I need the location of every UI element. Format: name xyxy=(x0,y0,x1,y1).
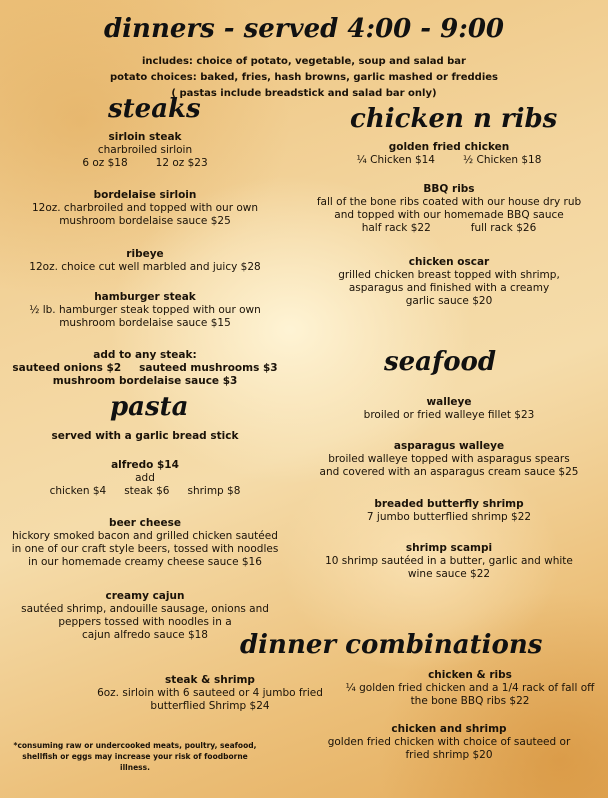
item-description: and covered with an asparagus cream sauce $25 xyxy=(319,466,579,478)
option-12oz: 12 oz $23 xyxy=(155,157,208,169)
addons-title: add to any steak: xyxy=(93,349,197,361)
disclaimer-line: shellfish or eggs may increase your risk of foodborne xyxy=(22,752,248,761)
item-description: broiled or fried walleye fillet $23 xyxy=(363,409,535,421)
asparagus-walleye-item xyxy=(290,440,608,479)
chicken-shrimp-combo-item xyxy=(290,723,608,762)
header-notes xyxy=(0,54,608,102)
item-name: BBQ ribs xyxy=(423,183,475,195)
item-description: cajun alfredo sauce $18 xyxy=(82,629,208,641)
option-full-rack: full rack $26 xyxy=(470,222,537,234)
item-description: ½ lb. hamburger steak topped with our own xyxy=(29,304,261,316)
item-description: ¼ golden fried chicken and a 1/4 rack of fall off xyxy=(345,682,595,694)
ribeye-item xyxy=(0,248,290,274)
item-name: sirloin steak xyxy=(108,131,182,143)
item-name: bordelaise sirloin xyxy=(93,189,197,201)
includes-note: includes: choice of potato, vegetable, soup and salad bar xyxy=(142,56,466,67)
golden-fried-chicken-item xyxy=(290,141,608,167)
item-description: hickory smoked bacon and grilled chicken sautéed xyxy=(12,530,278,542)
item-description: charbroiled sirloin xyxy=(97,144,193,156)
item-description: 12oz. charbroiled and topped with our own xyxy=(31,202,259,214)
item-description: sautéed shrimp, andouille sausage, onions and xyxy=(21,603,269,615)
item-description: in one of our craft style beers, tossed with noodles xyxy=(11,543,279,555)
item-name: chicken and shrimp xyxy=(391,723,507,735)
hamburger-steak-item xyxy=(0,291,290,330)
item-description: grilled chicken breast topped with shrimp, xyxy=(338,269,560,281)
option-6oz: 6 oz $18 xyxy=(82,157,128,169)
item-description: garlic sauce $20 xyxy=(405,295,493,307)
item-description: the bone BBQ ribs $22 xyxy=(410,695,530,707)
steak-addons xyxy=(0,349,290,388)
item-name: golden fried chicken xyxy=(388,141,510,153)
option-half: ½ Chicken $18 xyxy=(463,154,542,166)
seafood-heading: seafood xyxy=(384,347,497,377)
add-chicken: chicken $4 xyxy=(49,485,107,497)
option-half-rack: half rack $22 xyxy=(361,222,431,234)
addon-bordelaise: mushroom bordelaise sauce $3 xyxy=(52,375,238,387)
food-safety-disclaimer xyxy=(10,740,260,773)
shrimp-scampi-item xyxy=(290,542,608,581)
item-name: hamburger steak xyxy=(94,291,196,303)
option-quarter: ¼ Chicken $14 xyxy=(356,154,435,166)
item-name: shrimp scampi xyxy=(405,542,493,554)
item-description: 12oz. choice cut well marbled and juicy $28 xyxy=(29,261,261,273)
potato-choices-note: potato choices: baked, fries, hash browns, garlic mashed or freddies xyxy=(110,72,498,83)
addon-mushrooms: sauteed mushrooms $3 xyxy=(139,362,278,374)
menu-title: dinners - served 4:00 - 9:00 xyxy=(103,14,505,44)
butterfly-shrimp-item xyxy=(290,498,608,524)
steaks-heading: steaks xyxy=(108,94,201,124)
chicken-ribs-combo-item xyxy=(332,669,608,708)
item-description: in our homemade creamy cheese sauce $16 xyxy=(28,556,262,568)
item-name: alfredo $14 xyxy=(111,459,179,471)
item-description: wine sauce $22 xyxy=(407,568,491,580)
bbq-ribs-item xyxy=(290,183,608,235)
addon-onions: sauteed onions $2 xyxy=(12,362,122,374)
item-description: mushroom bordelaise sauce $25 xyxy=(59,215,231,227)
item-name: chicken & ribs xyxy=(428,669,512,681)
item-name: walleye xyxy=(426,396,472,408)
item-name: breaded butterfly shrimp xyxy=(374,498,524,510)
chicken-oscar-item xyxy=(290,256,608,308)
item-name: creamy cajun xyxy=(105,590,185,602)
item-description: asparagus and finished with a creamy xyxy=(348,282,550,294)
chicken-ribs-heading: chicken n ribs xyxy=(350,104,558,134)
beer-cheese-item xyxy=(0,517,290,569)
combinations-heading: dinner combinations xyxy=(240,630,543,660)
pasta-note: ( pastas include breadstick and salad bar only) xyxy=(171,88,437,99)
item-description: mushroom bordelaise sauce $15 xyxy=(59,317,231,329)
pasta-heading: pasta xyxy=(110,392,189,422)
disclaimer-line: *consuming raw or undercooked meats, poultry, seafood, xyxy=(13,741,257,750)
item-description: butterflied Shrimp $24 xyxy=(150,700,270,712)
item-name: chicken oscar xyxy=(408,256,490,268)
item-name: beer cheese xyxy=(109,517,181,529)
add-shrimp: shrimp $8 xyxy=(187,485,241,497)
item-name: ribeye xyxy=(126,248,164,260)
item-name: asparagus walleye xyxy=(393,440,505,452)
item-description: peppers tossed with noodles in a xyxy=(58,616,232,628)
item-description: broiled walleye topped with asparagus spears xyxy=(328,453,570,465)
item-description: 7 jumbo butterflied shrimp $22 xyxy=(366,511,532,523)
disclaimer-line: illness. xyxy=(120,763,150,772)
add-steak: steak $6 xyxy=(124,485,170,497)
steak-shrimp-item xyxy=(60,674,360,713)
sirloin-steak-item xyxy=(0,131,290,170)
alfredo-item xyxy=(0,459,290,498)
item-description: fried shrimp $20 xyxy=(405,749,493,761)
item-description: 6oz. sirloin with 6 sauteed or 4 jumbo fried xyxy=(97,687,323,699)
pasta-subtitle: served with a garlic bread stick xyxy=(51,430,239,442)
item-description: golden fried chicken with choice of sauteed or xyxy=(327,736,571,748)
bordelaise-sirloin-item xyxy=(0,189,290,228)
item-name: steak & shrimp xyxy=(165,674,255,686)
walleye-item xyxy=(290,396,608,422)
item-description: and topped with our homemade BBQ sauce xyxy=(334,209,564,221)
add-label: add xyxy=(135,472,155,484)
item-description: fall of the bone ribs coated with our house dry rub xyxy=(316,196,582,208)
item-description: 10 shrimp sautéed in a butter, garlic and white xyxy=(325,555,573,567)
